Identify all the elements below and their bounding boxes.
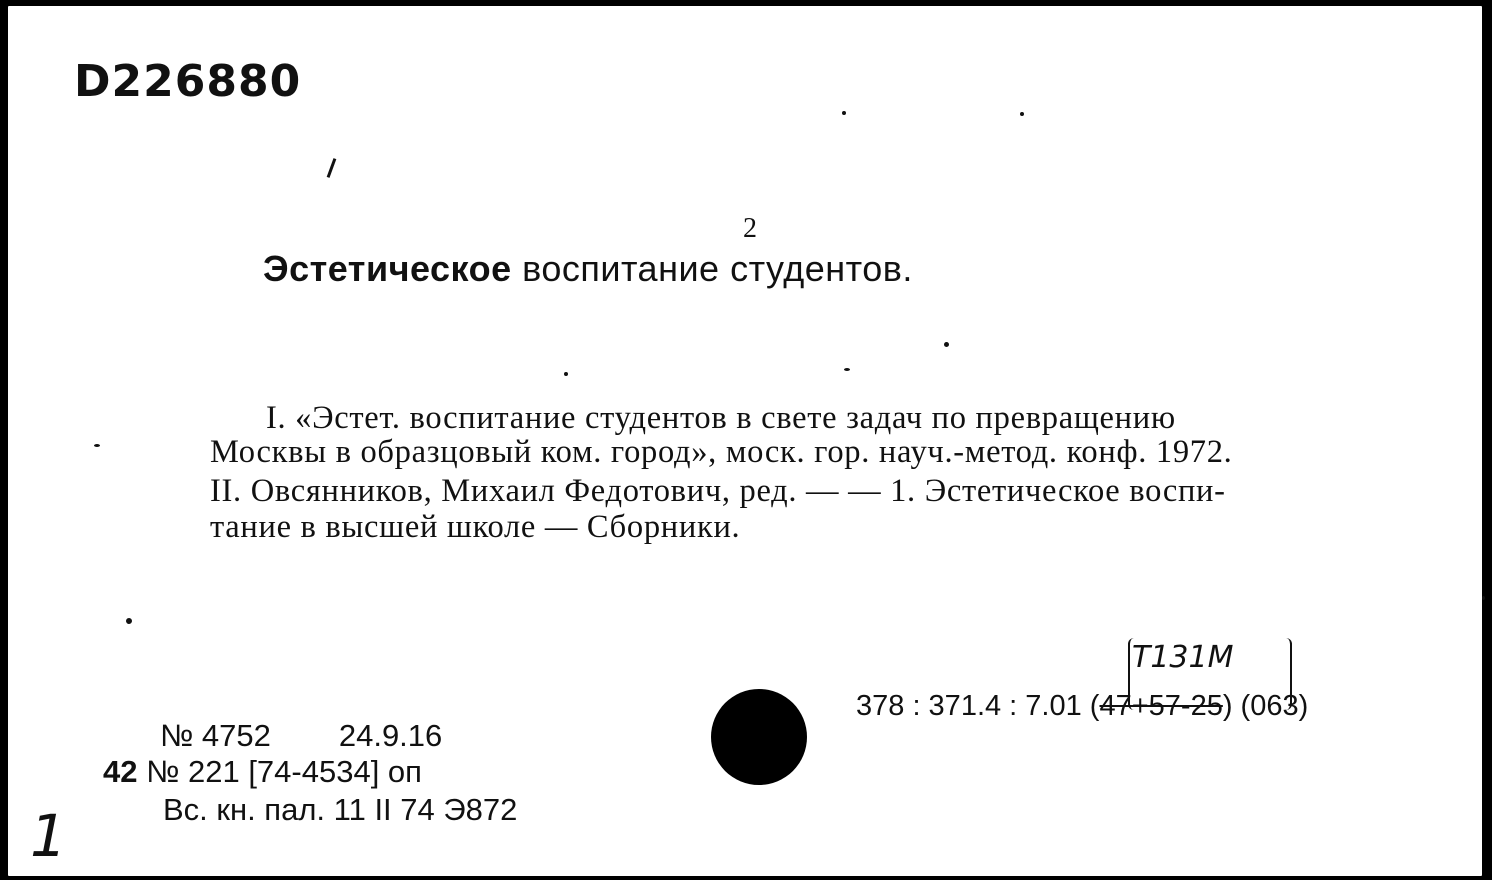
speck xyxy=(1482,596,1485,600)
speck xyxy=(842,111,846,115)
registration-line xyxy=(160,718,442,754)
speck xyxy=(94,444,100,447)
udc-suffix: ) (063) xyxy=(1222,690,1309,722)
body-line-4: тание в высшей школе — Сборники. xyxy=(210,509,741,545)
title-bold: Эстетическое xyxy=(263,248,512,289)
title-rest: воспитание студентов. xyxy=(511,248,913,289)
speck xyxy=(844,368,850,371)
registration-date: 24.9.16 xyxy=(338,718,443,753)
punch-hole xyxy=(711,689,807,785)
order-prefix: 42 xyxy=(103,754,138,789)
speck xyxy=(126,618,132,624)
handwritten-bracket-right xyxy=(1280,638,1292,710)
body-line-1: I. «Эстет. воспитание студентов в свете задач по превращению xyxy=(266,400,1176,436)
order-line xyxy=(103,754,422,790)
chamber-line: Вс. кн. пал. 11 II 74 Э872 xyxy=(163,792,518,827)
handwritten-note: T131M xyxy=(1132,640,1234,675)
catalog-id: D226880 xyxy=(74,56,302,107)
heading-number: 2 xyxy=(743,213,757,244)
body-line-2: Москвы в образцовый ком. город», моск. гор. науч.-метод. конф. 1972. xyxy=(210,434,1233,470)
registration-number: № 4752 xyxy=(160,718,271,753)
udc-struck: 47+57-25 xyxy=(1099,690,1223,722)
pen-mark xyxy=(327,158,337,178)
catalog-card xyxy=(6,4,1484,878)
page-mark: 1 xyxy=(30,802,67,870)
card-title xyxy=(263,248,913,290)
speck xyxy=(1020,112,1024,116)
udc-classification xyxy=(856,690,1308,723)
body-line-3: II. Овсянников, Михаил Федотович, ред. — — 1. Эстетическое воспи- xyxy=(210,473,1226,509)
udc-prefix: 378 : 371.4 : 7.01 ( xyxy=(856,690,1100,722)
speck xyxy=(564,372,568,376)
speck xyxy=(944,342,949,347)
order-text: № 221 [74-4534] оп xyxy=(146,754,422,789)
